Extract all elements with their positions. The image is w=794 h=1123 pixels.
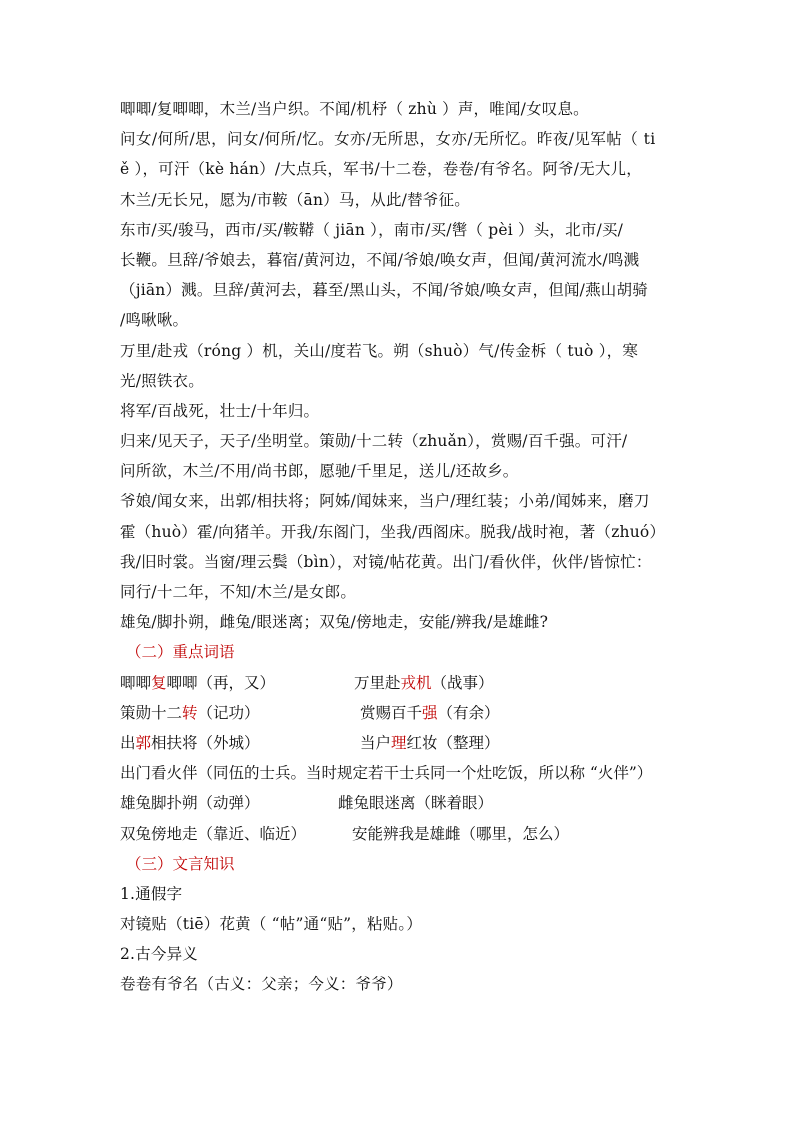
vocab-term: 安能辨我是雄雌（哪里，怎么） (352, 824, 570, 843)
highlighted-word: 转 (182, 703, 198, 722)
poem-line: （jiān）溅。旦辞/黄河去，暮至/黑山头，不闻/爷娘/唤女声，但闻/燕山胡骑 (120, 281, 648, 300)
vocab-term: 当户理红妆（整理） (360, 733, 500, 752)
highlighted-word: 复 (151, 673, 167, 692)
vocab-term: 雄兔脚扑朔（动弹） (120, 794, 260, 813)
poem-stanza-3 (120, 215, 680, 336)
highlighted-word: 戎机 (400, 673, 432, 692)
vocab-term: 赏赐百千强（有余） (360, 703, 500, 722)
subsection-title: 2.古今异义 (120, 945, 198, 964)
poem-line: 霍（huò）霍/向猪羊。开我/东阁门，坐我/西阁床。脱我/战时袍，著（zhuó） (120, 522, 666, 541)
poem-stanza-7 (120, 486, 680, 607)
poem-line: 问所欲，木兰/不用/尚书郎，愿驰/千里足，送儿/还故乡。 (120, 462, 519, 481)
vocab-row-4 (120, 758, 680, 788)
highlighted-word: 郭 (135, 733, 152, 752)
poem-stanza-6 (120, 426, 680, 486)
vocab-term: 出门看火伴（同伍的士兵。当时规定若干士兵同一个灶吃饭，所以称 “火伴”） (120, 764, 653, 783)
highlighted-word: 强 (422, 703, 438, 722)
vocab-row-1 (120, 668, 680, 698)
poem-line: 长鞭。旦辞/爷娘去，暮宿/黄河边，不闻/爷娘/唤女声，但闻/黄河流水/鸣溅 (120, 250, 640, 269)
poem-line: 归来/见天子，天子/坐明堂。策勋/十二转（zhuǎn），赏赐/百千强。可汗/ (120, 432, 628, 451)
poem-line: 同行/十二年，不知/木兰/是女郎。 (120, 583, 357, 601)
vocab-row-6 (120, 819, 680, 849)
document-content (120, 94, 680, 1000)
vocab-term: 出郭相扶将（外城） (120, 733, 260, 752)
poem-stanza-4 (120, 336, 680, 396)
poem-stanza-5 (120, 396, 680, 426)
poem-line: 雄兔/脚扑朔，雌兔/眼迷离；双兔/傍地走，安能/辨我/是雄雌? (120, 613, 549, 632)
poem-line: 将军/百战死，壮士/十年归。 (120, 401, 320, 420)
poem-line: /鸣啾啾。 (120, 311, 189, 330)
vocab-term: 双兔傍地走（靠近、临近） (120, 824, 307, 843)
subsection-title: 1.通假字 (120, 884, 183, 903)
poem-line: 光/照铁衣。 (120, 371, 204, 390)
poem-line: 木兰/无长兄，愿为/市鞍（ān）马，从此/替爷征。 (120, 190, 470, 209)
vocab-row-2 (120, 698, 680, 728)
vocab-term: 万里赴戎机（战事） (354, 673, 494, 692)
highlighted-word: 理 (391, 733, 407, 752)
vocab-row-3 (120, 728, 680, 758)
poem-line: 东市/买/骏马，西市/买/鞍鞯（ jiān ），南市/买/辔（ pèi ）头，北市/买/ (120, 220, 624, 239)
poem-line: ě ），可汗（kè hán）/大点兵，军书/十二卷，卷卷/有爷名。阿爷/无大儿， (120, 160, 642, 179)
poem-stanza-2 (120, 124, 680, 215)
subsection-gujinyiyi (120, 939, 680, 999)
poem-line: 我/旧时裳。当窗/理云鬓（bìn），对镜/帖花黄。出门/看伙伴，伙伴/皆惊忙： (120, 552, 652, 571)
vocab-term: 雌兔眼迷离（眯着眼） (338, 794, 494, 813)
subsection-tongjiazi (120, 879, 680, 939)
poem-line: 问女/何所/思，问女/何所/忆。女亦/无所思，女亦/无所忆。昨夜/见军帖（ ti (120, 130, 656, 149)
subsection-text: 对镜贴（tiē）花黄（ “帖”通“贴”，粘贴。） (120, 915, 423, 934)
poem-stanza-8 (120, 607, 680, 637)
vocab-row-5 (120, 788, 680, 818)
poem-line: 爷娘/闻女来，出郭/相扶将；阿姊/闻妹来，当户/理红装；小弟/闻姊来，磨刀 (120, 492, 650, 511)
poem-line: 万里/赴戎（róng ）机，关山/度若飞。朔（shuò）气/传金柝（ tuò ），寒 (120, 341, 639, 360)
poem-stanza-1 (120, 94, 680, 124)
vocab-term: 唧唧复唧唧（再，又） (120, 673, 276, 692)
vocab-term: 策勋十二转（记功） (120, 703, 260, 722)
subsection-text: 卷卷有爷名（古义：父亲；今义：爷爷） (120, 975, 403, 994)
section-heading-key-words: （二）重点词语 (126, 643, 235, 662)
poem-line: 唧唧/复唧唧，木兰/当户织。不闻/机杼（ zhù ）声，唯闻/女叹息。 (120, 100, 589, 118)
section-heading-classical-knowledge: （三）文言知识 (126, 854, 235, 873)
